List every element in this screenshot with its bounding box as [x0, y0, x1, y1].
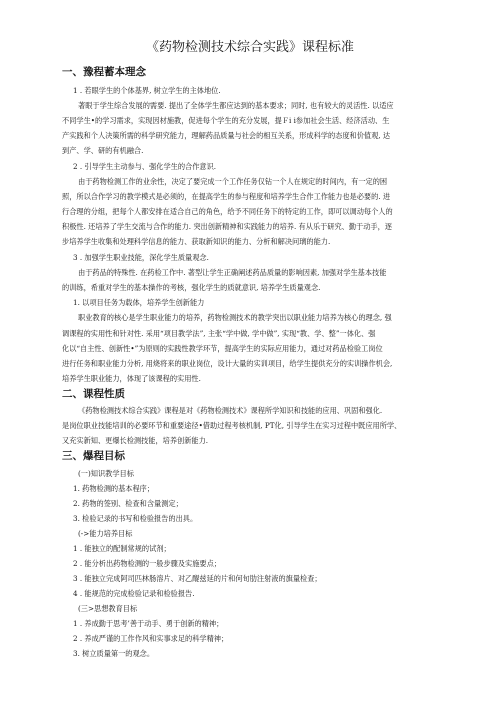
- paragraph-line: 是岗位职业技能培训的必要环节和重要途径•借助过程考核机制, PT化, 引导学生在实习过程中既应用所学、: [62, 421, 402, 430]
- paragraph-line: 2 . 引导学生主动参与、强化学生的合作意识.: [73, 162, 217, 171]
- subheading-ideological-goals: (三>思想教育目标: [78, 604, 138, 613]
- section-heading-1: 一、豫程蓄本理念: [62, 66, 146, 78]
- paragraph-line: 到产、学、研的有机融合.: [62, 146, 144, 155]
- list-item: 1 . 养成勤于思考’善于动手、勇于创新的精神；: [73, 619, 224, 628]
- paragraph-line: 1. 以项目任务为载体，培养学生创新能力: [73, 298, 205, 307]
- paragraph-line: 《药物检测技术综合实践》课程是对《药物检测技术》课程所学知识和技能的应用、巩固和强化.: [78, 406, 383, 415]
- paragraph-line: 调课程的实用性和针对性. 采用“项目教学法”, 主张“学中做, 学中做”, 实现“教、学、整”一体化、强: [62, 329, 376, 338]
- paragraph-line: 培养学生职业能力，体现了该课程的实用性.: [62, 374, 201, 383]
- paragraph-line: 又充实新知、更爆长检测技能，培养创新能力.: [62, 436, 209, 445]
- list-item: 3. 树立质量第一的观念。: [73, 649, 155, 658]
- paragraph-line: 职业教育的核心是学生职业能力的培养，药物检测技术的教学突出以职业能力培养为核心的理念, 强: [78, 313, 392, 322]
- paragraph-line: 化以“自主性、创新性•”为原则的实践性教学环节，提高学生的实际应用能力，通过对药品检验工岗位: [62, 344, 383, 353]
- paragraph-line: 步培养学生收集和处理科学信息的能力、获取新知识的能力、分析和解决问璃的能力.: [62, 237, 331, 246]
- paragraph-line: 不同学生•的学习需求，实现因材施教，促进每个学生的充分发展，提Ｆi i参加社会生活、经济活动、生: [62, 116, 390, 125]
- subheading-ability-goals: (->能力培养目标: [78, 529, 133, 538]
- list-item: 2 . 能分析出药物检测的一般步骤及实施要点；: [73, 559, 221, 568]
- list-item: 2. 药物的签别、检查和含量测定；: [73, 499, 183, 508]
- document-title: 《药物检测技术综合实践》课程标准: [145, 40, 354, 55]
- subheading-knowledge-goals: (一)知识教学目标: [78, 469, 134, 478]
- paragraph-line: 产实践和个人决策所需的科学研究能力，理解药品质量与社会的相互关系，形成科学的态度和价值观, 达: [62, 131, 391, 140]
- paragraph-line: 进行任务和职业能力分析, 用烧将来的职业岗位，设计大量的实训项目，给学生提供充分的实训操作机会,: [62, 359, 393, 368]
- list-item: 3. 检验记录的书写和检验报告的出具。: [73, 514, 198, 523]
- list-item: 1 . 能独立的配制常规的试剂；: [73, 544, 171, 553]
- paragraph-line: 的训练，希重对学生的基本操作的考核，强化学生的质就意识, 培养学生质量观念.: [62, 283, 321, 292]
- section-heading-3: 三、爆程目标: [62, 450, 125, 462]
- list-item: 4 . 能规范的完成检验记录和检验报告.: [73, 589, 195, 598]
- paragraph-line: 积极性. 还培养了学生交流与合作的能力. 突出创新精神和实践能力的培养. 有从乐于研究、勤于动手，逐: [62, 222, 392, 231]
- list-item: 2 . 养成严谨的工作作风和实事求足的科学精神；: [73, 634, 229, 643]
- paragraph-line: 行合理的分组，把每个人都安排在适合自己的角色，给予不同任务下的特定的工作，即可以调动每个人的: [62, 207, 393, 216]
- paragraph-line: 1 . 若眼学生的个体基界, 树立学生的主体地位.: [73, 86, 221, 95]
- list-item: 3 . 能独立完成阿司匹林肠溶片、对乙醍兹延的片和何旬肋注射液的旗量检查；: [73, 574, 322, 583]
- paragraph-line: 由于药物检测工作的业余性，决定了要完成一个工作任务仅钻一个人在规定的时间内，有一定的困: [78, 177, 388, 186]
- paragraph-line: 著眼于学生综合发展的需要. 提出了全体学生都应达到的基本要求；同时, 也有较大的灵活性. 以适应: [78, 101, 394, 110]
- paragraph-line: 照，所以合作学习的教学模式是必须的，在提高学生的参与程度和培养学生合作工作能力也是必要的. 进: [62, 192, 391, 201]
- paragraph-line: 3 . 加强学生职业技能，深化学生质量观念.: [73, 253, 209, 262]
- list-item: 1. 药物检测的基本程序；: [73, 484, 155, 493]
- paragraph-line: 由于药品的特殊性. 在药检工作中. 著型让学生正确阐述药品质量的影响因素, 加强对学生基本技能: [78, 268, 387, 277]
- section-heading-2: 二、课程性质: [62, 388, 125, 400]
